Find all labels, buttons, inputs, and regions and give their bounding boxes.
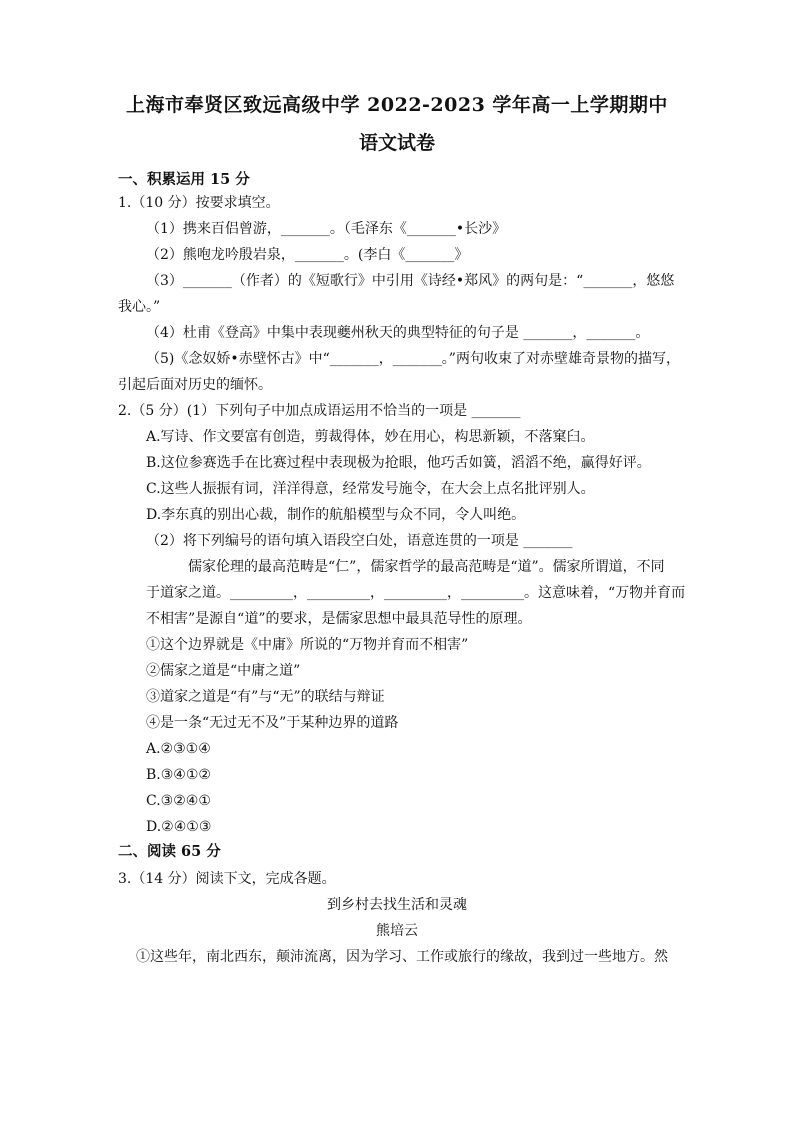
option-a: A.②③①④	[146, 741, 211, 757]
option-b: B.这位参赛选手在比赛过程中表现极为抢眼，他巧舌如簧，滔滔不绝，赢得好评。	[146, 455, 651, 471]
question-item: （2）熊咆龙吟殷岩泉，_______。(李白《_______》	[146, 247, 469, 263]
option-c: C.这些人振振有词，洋洋得意，经常发号施令，在大会上点名批评别人。	[146, 481, 595, 497]
question-3	[118, 866, 676, 970]
question-item: （3）_______（作者）的《短歌行》中引用《诗经•郑风》的两句是：“_______，悠悠	[146, 273, 675, 289]
option-b: B.③④①②	[146, 767, 211, 783]
question-item: （4）杜甫《登高》中集中表现夔州秋天的典型特征的句子是 _______，_______。	[146, 325, 650, 341]
question-item: （5)《念奴娇•赤壁怀古》中“_______，_______。”两句收束了对赤壁雄奇景物的描写，	[146, 351, 680, 367]
section-heading-reading: 二、阅读 65 分	[118, 843, 221, 860]
sentence-item: ④是一条“无过无不及”于某种边界的道路	[146, 715, 399, 731]
question-item-continuation: 我心。”	[118, 299, 161, 315]
question-item: （1）携来百侣曾游，_______。（毛泽东《_______•长沙》	[146, 221, 507, 237]
article-title: 到乡村去找生活和灵魂	[327, 897, 467, 913]
passage-line: 儒家伦理的最高范畴是“仁”，儒家哲学的最高范畴是“道”。儒家所谓道，不同	[188, 559, 665, 575]
question-stem: 1.（10 分）按要求填空。	[118, 195, 280, 211]
article-author: 熊培云	[376, 923, 418, 939]
question-item-continuation: 引起后面对历史的缅怀。	[118, 377, 272, 393]
section-heading-accumulation: 一、积累运用 15 分	[118, 171, 250, 188]
question-1	[118, 190, 680, 398]
question-stem: 2.（5 分）(1）下列句子中加点成语运用不恰当的一项是 _______	[118, 403, 521, 419]
option-c: C.③②④①	[146, 793, 211, 809]
option-d: D.②④①③	[146, 819, 212, 835]
option-d: D.李东真的别出心裁，制作的航船模型与众不同，令人叫绝。	[146, 507, 526, 523]
article-paragraph: ①这些年，南北西东，颠沛流离，因为学习、工作或旅行的缘故，我到过一些地方。然	[136, 949, 668, 965]
passage-line: 不相害”是源自“道”的要求，是儒家思想中最具范导性的原理。	[146, 611, 532, 627]
question-stem: 3.（14 分）阅读下文，完成各题。	[118, 871, 336, 887]
sub-question: （2）将下列编号的语句填入语段空白处，语意连贯的一项是 _______	[146, 533, 573, 549]
sentence-item: ②儒家之道是“中庸之道”	[146, 663, 301, 679]
question-2	[118, 398, 686, 840]
exam-subtitle: 语文试卷	[358, 132, 435, 154]
sentence-item: ③道家之道是“有”与“无”的联结与辩证	[146, 689, 385, 705]
option-a: A.写诗、作文要富有创造，剪裁得体，妙在用心，构思新颖，不落窠臼。	[146, 429, 595, 445]
exam-title: 上海市奉贤区致远高级中学 2022-2023 学年高一上学期期中	[126, 94, 668, 116]
sentence-item: ①这个边界就是《中庸》所说的“万物并育而不相害”	[146, 637, 469, 653]
passage-line: 于道家之道。_________，_________，_________，_________。这意味着，“万物并育而	[146, 585, 686, 601]
